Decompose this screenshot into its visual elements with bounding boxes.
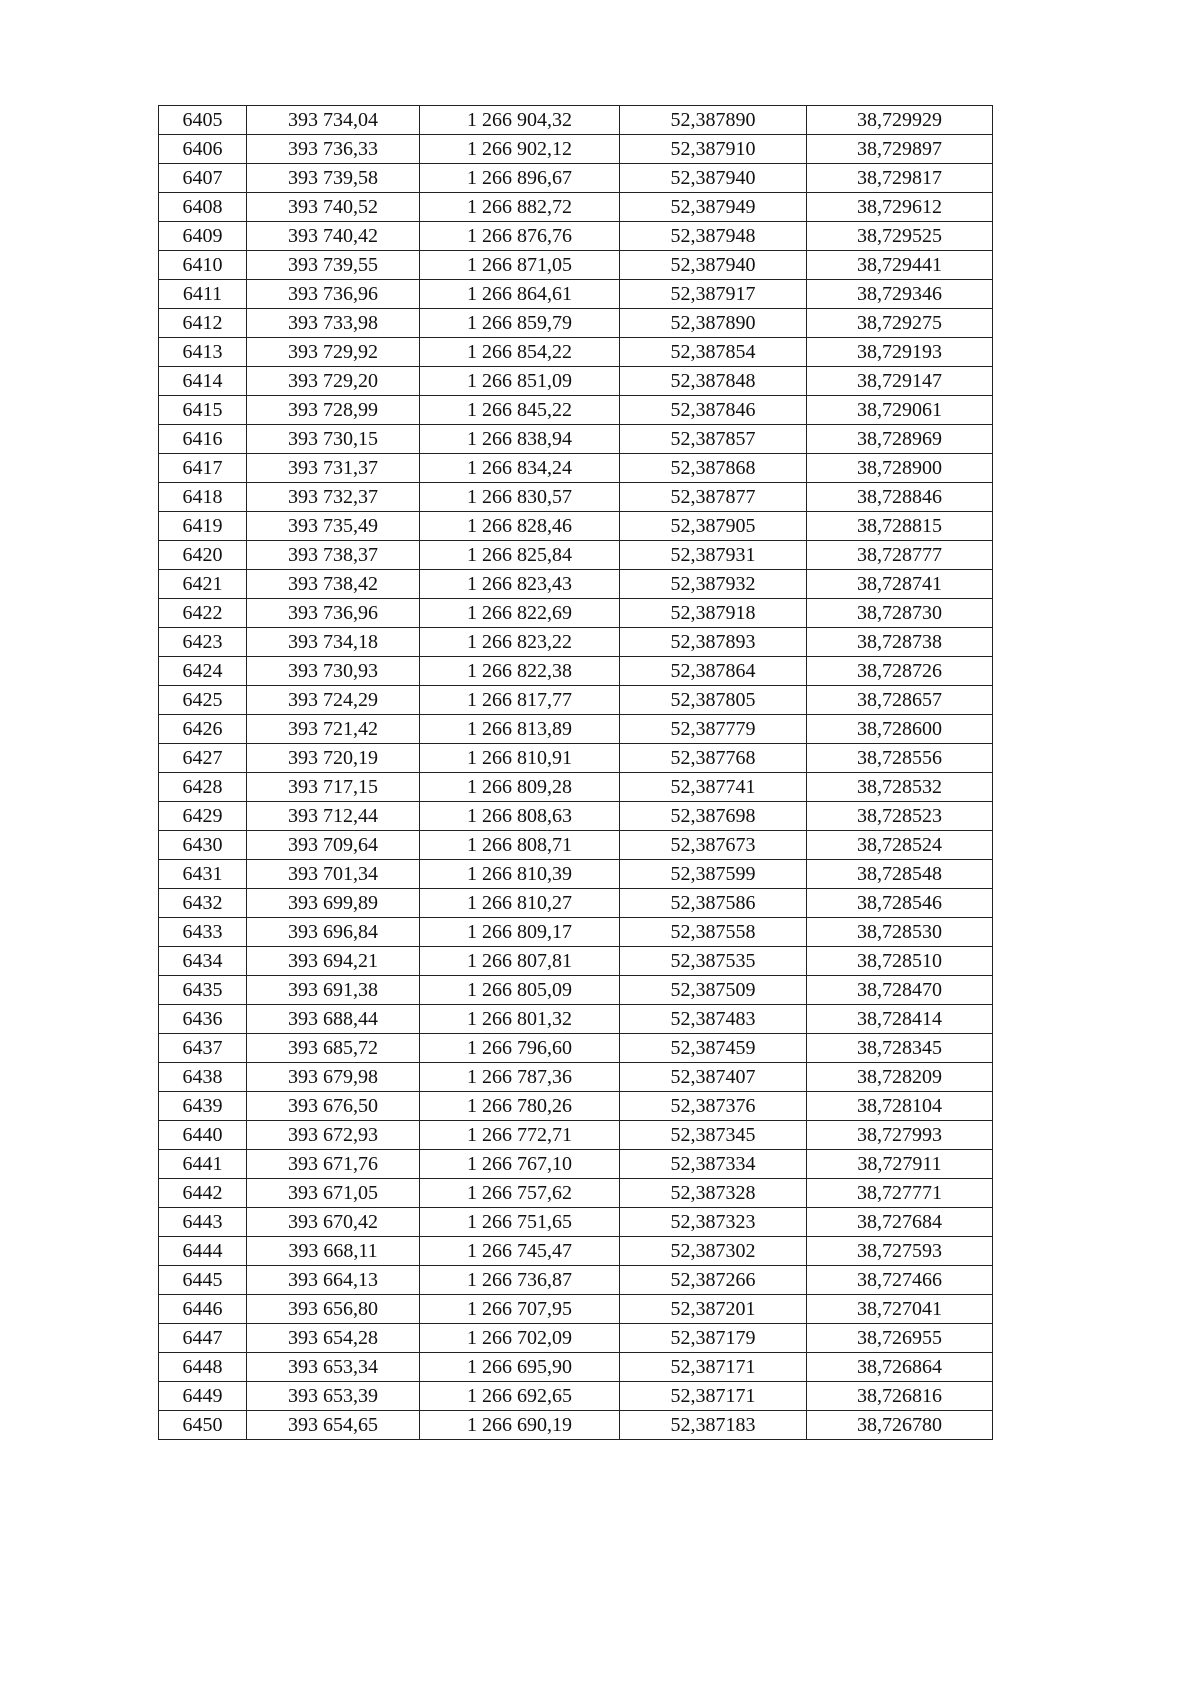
point-number-cell: 6407: [159, 164, 247, 193]
longitude-cell: 38,726955: [807, 1324, 993, 1353]
table-row: [159, 1034, 993, 1063]
point-number-cell: 6413: [159, 338, 247, 367]
y-coordinate-cell: 1 266 825,84: [420, 541, 620, 570]
latitude-cell: 52,387483: [620, 1005, 807, 1034]
table-row: [159, 1324, 993, 1353]
y-coordinate-cell: 1 266 822,38: [420, 657, 620, 686]
x-coordinate-cell: 393 668,11: [247, 1237, 420, 1266]
latitude-cell: 52,387868: [620, 454, 807, 483]
point-number-cell: 6416: [159, 425, 247, 454]
x-coordinate-cell: 393 732,37: [247, 483, 420, 512]
table-row: [159, 918, 993, 947]
latitude-cell: 52,387932: [620, 570, 807, 599]
y-coordinate-cell: 1 266 871,05: [420, 251, 620, 280]
x-coordinate-cell: 393 738,42: [247, 570, 420, 599]
latitude-cell: 52,387171: [620, 1353, 807, 1382]
table-row: [159, 860, 993, 889]
point-number-cell: 6433: [159, 918, 247, 947]
longitude-cell: 38,728777: [807, 541, 993, 570]
y-coordinate-cell: 1 266 810,91: [420, 744, 620, 773]
longitude-cell: 38,726864: [807, 1353, 993, 1382]
x-coordinate-cell: 393 728,99: [247, 396, 420, 425]
table-row: [159, 628, 993, 657]
table-row: [159, 1092, 993, 1121]
latitude-cell: 52,387328: [620, 1179, 807, 1208]
point-number-cell: 6443: [159, 1208, 247, 1237]
y-coordinate-cell: 1 266 834,24: [420, 454, 620, 483]
x-coordinate-cell: 393 734,04: [247, 106, 420, 135]
y-coordinate-cell: 1 266 801,32: [420, 1005, 620, 1034]
longitude-cell: 38,728510: [807, 947, 993, 976]
point-number-cell: 6424: [159, 657, 247, 686]
x-coordinate-cell: 393 734,18: [247, 628, 420, 657]
x-coordinate-cell: 393 653,34: [247, 1353, 420, 1382]
y-coordinate-cell: 1 266 810,27: [420, 889, 620, 918]
longitude-cell: 38,728209: [807, 1063, 993, 1092]
table-row: [159, 889, 993, 918]
x-coordinate-cell: 393 740,52: [247, 193, 420, 222]
point-number-cell: 6406: [159, 135, 247, 164]
latitude-cell: 52,387931: [620, 541, 807, 570]
x-coordinate-cell: 393 656,80: [247, 1295, 420, 1324]
table-row: [159, 570, 993, 599]
longitude-cell: 38,729929: [807, 106, 993, 135]
x-coordinate-cell: 393 739,58: [247, 164, 420, 193]
x-coordinate-cell: 393 672,93: [247, 1121, 420, 1150]
latitude-cell: 52,387586: [620, 889, 807, 918]
table-row: [159, 744, 993, 773]
x-coordinate-cell: 393 654,28: [247, 1324, 420, 1353]
x-coordinate-cell: 393 701,34: [247, 860, 420, 889]
longitude-cell: 38,726780: [807, 1411, 993, 1440]
latitude-cell: 52,387910: [620, 135, 807, 164]
x-coordinate-cell: 393 724,29: [247, 686, 420, 715]
latitude-cell: 52,387848: [620, 367, 807, 396]
table-row: [159, 947, 993, 976]
point-number-cell: 6449: [159, 1382, 247, 1411]
latitude-cell: 52,387877: [620, 483, 807, 512]
point-number-cell: 6441: [159, 1150, 247, 1179]
y-coordinate-cell: 1 266 757,62: [420, 1179, 620, 1208]
coordinates-table: [158, 105, 993, 1440]
y-coordinate-cell: 1 266 828,46: [420, 512, 620, 541]
y-coordinate-cell: 1 266 736,87: [420, 1266, 620, 1295]
point-number-cell: 6450: [159, 1411, 247, 1440]
point-number-cell: 6414: [159, 367, 247, 396]
table-row: [159, 657, 993, 686]
longitude-cell: 38,729193: [807, 338, 993, 367]
table-row: [159, 483, 993, 512]
table-row: [159, 1237, 993, 1266]
point-number-cell: 6442: [159, 1179, 247, 1208]
longitude-cell: 38,727593: [807, 1237, 993, 1266]
point-number-cell: 6429: [159, 802, 247, 831]
coordinates-table-body: [159, 106, 993, 1440]
longitude-cell: 38,729441: [807, 251, 993, 280]
latitude-cell: 52,387864: [620, 657, 807, 686]
latitude-cell: 52,387768: [620, 744, 807, 773]
x-coordinate-cell: 393 729,20: [247, 367, 420, 396]
longitude-cell: 38,728546: [807, 889, 993, 918]
x-coordinate-cell: 393 731,37: [247, 454, 420, 483]
y-coordinate-cell: 1 266 787,36: [420, 1063, 620, 1092]
table-row: [159, 164, 993, 193]
longitude-cell: 38,728523: [807, 802, 993, 831]
y-coordinate-cell: 1 266 817,77: [420, 686, 620, 715]
longitude-cell: 38,727993: [807, 1121, 993, 1150]
x-coordinate-cell: 393 676,50: [247, 1092, 420, 1121]
table-row: [159, 1266, 993, 1295]
table-row: [159, 541, 993, 570]
point-number-cell: 6425: [159, 686, 247, 715]
latitude-cell: 52,387323: [620, 1208, 807, 1237]
point-number-cell: 6410: [159, 251, 247, 280]
table-row: [159, 802, 993, 831]
latitude-cell: 52,387940: [620, 251, 807, 280]
longitude-cell: 38,729612: [807, 193, 993, 222]
latitude-cell: 52,387407: [620, 1063, 807, 1092]
table-row: [159, 1353, 993, 1382]
table-row: [159, 686, 993, 715]
point-number-cell: 6431: [159, 860, 247, 889]
y-coordinate-cell: 1 266 772,71: [420, 1121, 620, 1150]
table-row: [159, 1295, 993, 1324]
latitude-cell: 52,387890: [620, 106, 807, 135]
table-row: [159, 367, 993, 396]
longitude-cell: 38,728548: [807, 860, 993, 889]
point-number-cell: 6434: [159, 947, 247, 976]
longitude-cell: 38,728846: [807, 483, 993, 512]
table-row: [159, 454, 993, 483]
latitude-cell: 52,387857: [620, 425, 807, 454]
latitude-cell: 52,387846: [620, 396, 807, 425]
x-coordinate-cell: 393 671,76: [247, 1150, 420, 1179]
longitude-cell: 38,729897: [807, 135, 993, 164]
table-row: [159, 1150, 993, 1179]
latitude-cell: 52,387201: [620, 1295, 807, 1324]
y-coordinate-cell: 1 266 851,09: [420, 367, 620, 396]
point-number-cell: 6405: [159, 106, 247, 135]
y-coordinate-cell: 1 266 767,10: [420, 1150, 620, 1179]
longitude-cell: 38,727911: [807, 1150, 993, 1179]
table-row: [159, 222, 993, 251]
y-coordinate-cell: 1 266 822,69: [420, 599, 620, 628]
longitude-cell: 38,727466: [807, 1266, 993, 1295]
point-number-cell: 6445: [159, 1266, 247, 1295]
y-coordinate-cell: 1 266 882,72: [420, 193, 620, 222]
table-row: [159, 1063, 993, 1092]
latitude-cell: 52,387948: [620, 222, 807, 251]
point-number-cell: 6415: [159, 396, 247, 425]
latitude-cell: 52,387741: [620, 773, 807, 802]
latitude-cell: 52,387266: [620, 1266, 807, 1295]
x-coordinate-cell: 393 671,05: [247, 1179, 420, 1208]
x-coordinate-cell: 393 653,39: [247, 1382, 420, 1411]
latitude-cell: 52,387535: [620, 947, 807, 976]
y-coordinate-cell: 1 266 745,47: [420, 1237, 620, 1266]
point-number-cell: 6430: [159, 831, 247, 860]
table-row: [159, 1382, 993, 1411]
latitude-cell: 52,387558: [620, 918, 807, 947]
table-row: [159, 309, 993, 338]
longitude-cell: 38,728738: [807, 628, 993, 657]
x-coordinate-cell: 393 664,13: [247, 1266, 420, 1295]
y-coordinate-cell: 1 266 845,22: [420, 396, 620, 425]
x-coordinate-cell: 393 729,92: [247, 338, 420, 367]
longitude-cell: 38,728532: [807, 773, 993, 802]
x-coordinate-cell: 393 736,96: [247, 280, 420, 309]
point-number-cell: 6412: [159, 309, 247, 338]
x-coordinate-cell: 393 654,65: [247, 1411, 420, 1440]
y-coordinate-cell: 1 266 859,79: [420, 309, 620, 338]
table-row: [159, 599, 993, 628]
point-number-cell: 6419: [159, 512, 247, 541]
latitude-cell: 52,387805: [620, 686, 807, 715]
table-row: [159, 251, 993, 280]
y-coordinate-cell: 1 266 809,28: [420, 773, 620, 802]
latitude-cell: 52,387905: [620, 512, 807, 541]
longitude-cell: 38,728556: [807, 744, 993, 773]
point-number-cell: 6411: [159, 280, 247, 309]
x-coordinate-cell: 393 733,98: [247, 309, 420, 338]
latitude-cell: 52,387854: [620, 338, 807, 367]
longitude-cell: 38,729061: [807, 396, 993, 425]
longitude-cell: 38,727771: [807, 1179, 993, 1208]
y-coordinate-cell: 1 266 902,12: [420, 135, 620, 164]
y-coordinate-cell: 1 266 707,95: [420, 1295, 620, 1324]
latitude-cell: 52,387917: [620, 280, 807, 309]
x-coordinate-cell: 393 736,96: [247, 599, 420, 628]
x-coordinate-cell: 393 699,89: [247, 889, 420, 918]
table-row: [159, 512, 993, 541]
table-row: [159, 425, 993, 454]
point-number-cell: 6408: [159, 193, 247, 222]
table-row: [159, 280, 993, 309]
x-coordinate-cell: 393 670,42: [247, 1208, 420, 1237]
y-coordinate-cell: 1 266 808,63: [420, 802, 620, 831]
point-number-cell: 6427: [159, 744, 247, 773]
y-coordinate-cell: 1 266 823,22: [420, 628, 620, 657]
y-coordinate-cell: 1 266 780,26: [420, 1092, 620, 1121]
point-number-cell: 6423: [159, 628, 247, 657]
x-coordinate-cell: 393 730,93: [247, 657, 420, 686]
longitude-cell: 38,728414: [807, 1005, 993, 1034]
point-number-cell: 6428: [159, 773, 247, 802]
longitude-cell: 38,728969: [807, 425, 993, 454]
longitude-cell: 38,727684: [807, 1208, 993, 1237]
table-row: [159, 1005, 993, 1034]
x-coordinate-cell: 393 740,42: [247, 222, 420, 251]
x-coordinate-cell: 393 736,33: [247, 135, 420, 164]
latitude-cell: 52,387779: [620, 715, 807, 744]
y-coordinate-cell: 1 266 823,43: [420, 570, 620, 599]
y-coordinate-cell: 1 266 695,90: [420, 1353, 620, 1382]
x-coordinate-cell: 393 685,72: [247, 1034, 420, 1063]
latitude-cell: 52,387599: [620, 860, 807, 889]
latitude-cell: 52,387893: [620, 628, 807, 657]
latitude-cell: 52,387509: [620, 976, 807, 1005]
latitude-cell: 52,387459: [620, 1034, 807, 1063]
y-coordinate-cell: 1 266 808,71: [420, 831, 620, 860]
table-row: [159, 338, 993, 367]
latitude-cell: 52,387171: [620, 1382, 807, 1411]
point-number-cell: 6417: [159, 454, 247, 483]
longitude-cell: 38,728741: [807, 570, 993, 599]
point-number-cell: 6440: [159, 1121, 247, 1150]
point-number-cell: 6447: [159, 1324, 247, 1353]
longitude-cell: 38,727041: [807, 1295, 993, 1324]
y-coordinate-cell: 1 266 702,09: [420, 1324, 620, 1353]
longitude-cell: 38,728600: [807, 715, 993, 744]
longitude-cell: 38,728524: [807, 831, 993, 860]
y-coordinate-cell: 1 266 807,81: [420, 947, 620, 976]
x-coordinate-cell: 393 694,21: [247, 947, 420, 976]
point-number-cell: 6435: [159, 976, 247, 1005]
longitude-cell: 38,729817: [807, 164, 993, 193]
point-number-cell: 6432: [159, 889, 247, 918]
latitude-cell: 52,387334: [620, 1150, 807, 1179]
longitude-cell: 38,728730: [807, 599, 993, 628]
point-number-cell: 6426: [159, 715, 247, 744]
y-coordinate-cell: 1 266 813,89: [420, 715, 620, 744]
point-number-cell: 6422: [159, 599, 247, 628]
table-row: [159, 396, 993, 425]
table-row: [159, 1411, 993, 1440]
latitude-cell: 52,387376: [620, 1092, 807, 1121]
x-coordinate-cell: 393 721,42: [247, 715, 420, 744]
latitude-cell: 52,387183: [620, 1411, 807, 1440]
longitude-cell: 38,729147: [807, 367, 993, 396]
point-number-cell: 6420: [159, 541, 247, 570]
longitude-cell: 38,728345: [807, 1034, 993, 1063]
y-coordinate-cell: 1 266 838,94: [420, 425, 620, 454]
y-coordinate-cell: 1 266 876,76: [420, 222, 620, 251]
latitude-cell: 52,387673: [620, 831, 807, 860]
y-coordinate-cell: 1 266 751,65: [420, 1208, 620, 1237]
longitude-cell: 38,728900: [807, 454, 993, 483]
table-row: [159, 715, 993, 744]
x-coordinate-cell: 393 691,38: [247, 976, 420, 1005]
table-row: [159, 106, 993, 135]
y-coordinate-cell: 1 266 864,61: [420, 280, 620, 309]
latitude-cell: 52,387918: [620, 599, 807, 628]
longitude-cell: 38,728726: [807, 657, 993, 686]
latitude-cell: 52,387179: [620, 1324, 807, 1353]
longitude-cell: 38,729346: [807, 280, 993, 309]
table-row: [159, 773, 993, 802]
latitude-cell: 52,387345: [620, 1121, 807, 1150]
longitude-cell: 38,728530: [807, 918, 993, 947]
longitude-cell: 38,729275: [807, 309, 993, 338]
y-coordinate-cell: 1 266 692,65: [420, 1382, 620, 1411]
table-row: [159, 1121, 993, 1150]
x-coordinate-cell: 393 712,44: [247, 802, 420, 831]
y-coordinate-cell: 1 266 690,19: [420, 1411, 620, 1440]
y-coordinate-cell: 1 266 904,32: [420, 106, 620, 135]
x-coordinate-cell: 393 720,19: [247, 744, 420, 773]
longitude-cell: 38,728657: [807, 686, 993, 715]
longitude-cell: 38,729525: [807, 222, 993, 251]
x-coordinate-cell: 393 730,15: [247, 425, 420, 454]
table-row: [159, 1179, 993, 1208]
latitude-cell: 52,387940: [620, 164, 807, 193]
x-coordinate-cell: 393 709,64: [247, 831, 420, 860]
x-coordinate-cell: 393 688,44: [247, 1005, 420, 1034]
point-number-cell: 6436: [159, 1005, 247, 1034]
latitude-cell: 52,387890: [620, 309, 807, 338]
point-number-cell: 6418: [159, 483, 247, 512]
x-coordinate-cell: 393 679,98: [247, 1063, 420, 1092]
y-coordinate-cell: 1 266 810,39: [420, 860, 620, 889]
point-number-cell: 6444: [159, 1237, 247, 1266]
longitude-cell: 38,728470: [807, 976, 993, 1005]
x-coordinate-cell: 393 735,49: [247, 512, 420, 541]
point-number-cell: 6439: [159, 1092, 247, 1121]
y-coordinate-cell: 1 266 809,17: [420, 918, 620, 947]
y-coordinate-cell: 1 266 796,60: [420, 1034, 620, 1063]
y-coordinate-cell: 1 266 896,67: [420, 164, 620, 193]
y-coordinate-cell: 1 266 830,57: [420, 483, 620, 512]
longitude-cell: 38,728815: [807, 512, 993, 541]
point-number-cell: 6438: [159, 1063, 247, 1092]
point-number-cell: 6409: [159, 222, 247, 251]
latitude-cell: 52,387302: [620, 1237, 807, 1266]
point-number-cell: 6446: [159, 1295, 247, 1324]
y-coordinate-cell: 1 266 854,22: [420, 338, 620, 367]
x-coordinate-cell: 393 696,84: [247, 918, 420, 947]
x-coordinate-cell: 393 738,37: [247, 541, 420, 570]
point-number-cell: 6448: [159, 1353, 247, 1382]
longitude-cell: 38,726816: [807, 1382, 993, 1411]
point-number-cell: 6437: [159, 1034, 247, 1063]
longitude-cell: 38,728104: [807, 1092, 993, 1121]
table-row: [159, 135, 993, 164]
point-number-cell: 6421: [159, 570, 247, 599]
table-row: [159, 976, 993, 1005]
x-coordinate-cell: 393 717,15: [247, 773, 420, 802]
table-row: [159, 831, 993, 860]
table-row: [159, 1208, 993, 1237]
latitude-cell: 52,387949: [620, 193, 807, 222]
latitude-cell: 52,387698: [620, 802, 807, 831]
y-coordinate-cell: 1 266 805,09: [420, 976, 620, 1005]
x-coordinate-cell: 393 739,55: [247, 251, 420, 280]
table-row: [159, 193, 993, 222]
